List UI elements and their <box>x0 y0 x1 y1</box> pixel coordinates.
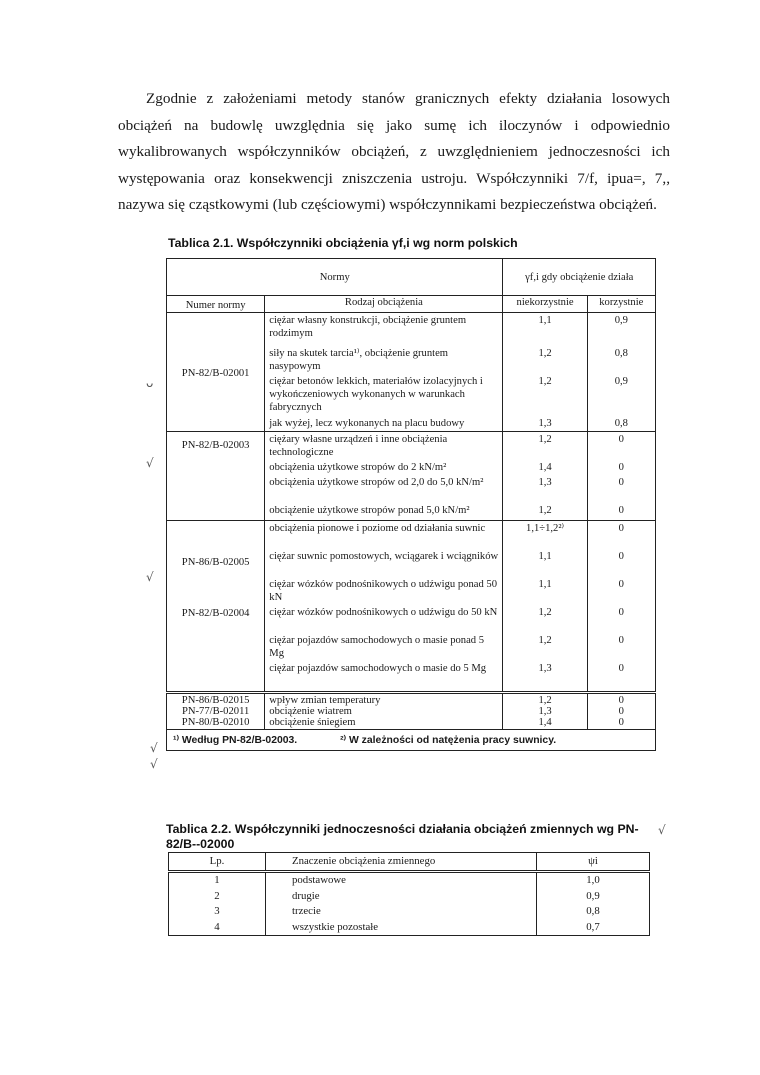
table1-fav: 0 <box>618 434 624 445</box>
table-row <box>169 889 650 905</box>
table2-col-lp: Lp. <box>169 853 266 872</box>
table1-desc: obciążenie wiatrem <box>269 706 352 717</box>
table2 <box>168 852 650 936</box>
table1-desc: wpływ zmian temperatury <box>269 695 381 706</box>
table2-psi: 0,9 <box>537 889 650 905</box>
table1-desc: ciężar wózków podnośnikowych o udźwigu do 50 kN <box>269 607 498 618</box>
table1-desc: siły na skutek tarcia¹⁾, obciążenie gruntem nasypowym <box>269 348 449 372</box>
table1-desc: ciężar pojazdów samochodowych o masie ponad 5 Mg <box>269 635 485 659</box>
table1-desc: ciężar własny konstrukcji, obciążenie gruntem rodzimym <box>269 315 467 339</box>
table1-norm: PN-82/B-02004 <box>181 608 250 619</box>
table1-unfav: 1,1 <box>538 579 552 590</box>
table1-unfav: 1,3 <box>538 477 552 488</box>
body-paragraph: Zgodnie z założeniami metody stanów granicznych efekty działania losowych obciążeń na budowlę uwzględnia się jako sumę ich iloczynów i odpowiednio wykalibrowanych współczynników obciążeń, z uwzględnieniem jednoczesności ich występowania oraz konsekwencji zniszczenia ustroju. Współczynniki 7/f, ipua=, 7,, nazywa się cząstkowymi (lub częściowymi) współczynnikami bezpieczeństwa obciążeń. <box>118 90 670 213</box>
table2-lp: 3 <box>169 904 266 920</box>
table1-desc: obciążenia pionowe i poziome od działania suwnic <box>269 523 486 534</box>
table1-norm: PN-86/B-02005 <box>181 557 250 568</box>
table1-unfav: 1,4 <box>538 462 552 473</box>
table1-row <box>167 693 656 730</box>
table1-unfav: 1,3 <box>538 418 552 429</box>
table1-fav: 0 <box>618 477 624 488</box>
table1-fav: 0 <box>618 523 624 534</box>
footnote-2: ²⁾ W zależności od natężenia pracy suwnicy. <box>340 735 557 746</box>
table1-unfav: 1,1 <box>538 551 552 562</box>
table1-unfav: 1,2 <box>538 635 552 646</box>
table1-desc: jak wyżej, lecz wykonanych na placu budowy <box>269 418 465 429</box>
table2-meaning: trzecie <box>266 904 537 920</box>
table1-norm: PN-82/B-02003 <box>167 432 265 521</box>
footnote-1: ¹⁾ Według PN-82/B-02003. <box>173 735 298 746</box>
table1-unfav: 1,2 <box>538 348 552 359</box>
table1-header-gamma: γf,i gdy obciążenie działa <box>503 259 656 296</box>
table1-norm: PN-77/B-02011 <box>181 706 250 717</box>
table1-desc: ciężar wózków podnośnikowych o udźwigu ponad 50 kN <box>269 579 497 603</box>
table2-header <box>169 853 650 872</box>
table-row <box>169 872 650 889</box>
table1 <box>166 258 656 751</box>
table1-unfav: 1,2 <box>538 376 552 387</box>
table1-col-type: Rodzaj obciążenia <box>265 296 503 313</box>
table2-caption: Tablica 2.2. Współczynniki jednoczesności działania obciążeń zmiennych wg PN-82/B--02000 <box>166 822 639 851</box>
table1-desc: ciężar betonów lekkich, materiałów izolacyjnych i wykończeniowych wykonanych w warunkach fabrycznych <box>269 376 483 413</box>
table2-psi: 0,8 <box>537 904 650 920</box>
table1-fav: 0,8 <box>614 348 628 359</box>
table2-col-psi: ψi <box>537 853 650 872</box>
margin-check-icon: √ <box>146 570 154 584</box>
table2-psi: 0,7 <box>537 920 650 936</box>
table2-meaning: podstawowe <box>266 872 537 889</box>
table1-desc: obciążenia użytkowe stropów do 2 kN/m² <box>269 462 447 473</box>
table1-unfav: 1,2 <box>538 434 552 445</box>
table1-fav: 0 <box>618 663 624 674</box>
table1-unfav: 1,3 <box>538 706 552 717</box>
table1-fav: 0 <box>618 717 624 728</box>
table1-unfav: 1,2 <box>538 505 552 516</box>
table1-norm: PN-86/B-02015 <box>181 695 250 706</box>
table1-col-unfav: niekorzystnie <box>503 296 587 313</box>
table1-fav: 0 <box>618 505 624 516</box>
margin-check-icon: √ <box>658 823 666 837</box>
table1-desc: obciążenie użytkowe stropów ponad 5,0 kN/m² <box>269 505 470 516</box>
table1-fav: 0 <box>618 706 624 717</box>
table1-desc: obciążenia użytkowe stropów od 2,0 do 5,0 kN/m² <box>269 477 484 488</box>
margin-check-icon: √ <box>150 757 158 771</box>
table1-norm: PN-82/B-02001 <box>167 313 265 432</box>
table2-meaning: wszystkie pozostałe <box>266 920 537 936</box>
table2-lp: 2 <box>169 889 266 905</box>
table1-norm: PN-80/B-02010 <box>181 717 250 728</box>
table1-unfav: 1,1 <box>538 315 552 326</box>
table1-unfav: 1,4 <box>538 717 552 728</box>
table1-fav: 0 <box>618 579 624 590</box>
table1-fav: 0 <box>618 551 624 562</box>
table-row <box>169 920 650 936</box>
table1-group <box>167 432 656 521</box>
table1-unfav: 1,1÷1,2²⁾ <box>526 523 565 534</box>
table1-fav: 0,9 <box>614 315 628 326</box>
table2-meaning: drugie <box>266 889 537 905</box>
table1-unfav: 1,2 <box>538 607 552 618</box>
table1-unfav: 1,3 <box>538 663 552 674</box>
table-row <box>169 904 650 920</box>
table1-fav: 0 <box>618 635 624 646</box>
table1-fav: 0,8 <box>614 418 628 429</box>
table2-psi: 1,0 <box>537 872 650 889</box>
table1-unfav: 1,2 <box>538 695 552 706</box>
table1-desc: ciężar suwnic pomostowych, wciągarek i wciągników <box>269 551 499 562</box>
table2-lp: 1 <box>169 872 266 889</box>
table1-fav: 0 <box>618 607 624 618</box>
table2-col-meaning: Znaczenie obciążenia zmiennego <box>266 853 537 872</box>
table1-col-fav: korzystnie <box>587 296 655 313</box>
table1-fav: 0 <box>618 695 624 706</box>
table1-desc: ciężary własne urządzeń i inne obciążenia technologiczne <box>269 434 448 458</box>
table1-desc: obciążenie śniegiem <box>269 717 356 728</box>
table1-group <box>167 313 656 432</box>
table1-caption: Tablica 2.1. Współczynniki obciążenia γf,i wg norm polskich <box>168 236 518 250</box>
table1-col-number: Numer normy <box>167 296 265 313</box>
table1-fav: 0 <box>618 462 624 473</box>
table1-footnotes <box>167 730 656 751</box>
margin-check-icon: √ <box>150 741 158 755</box>
margin-check-icon: √ <box>146 456 154 470</box>
table1-header-norms: Normy <box>167 259 503 296</box>
table1-desc: ciężar pojazdów samochodowych o masie do 5 Mg <box>269 663 487 674</box>
table1-fav: 0,9 <box>614 376 628 387</box>
table2-lp: 4 <box>169 920 266 936</box>
margin-hook-icon: ᴗ <box>146 376 154 390</box>
table1-group <box>167 521 656 693</box>
